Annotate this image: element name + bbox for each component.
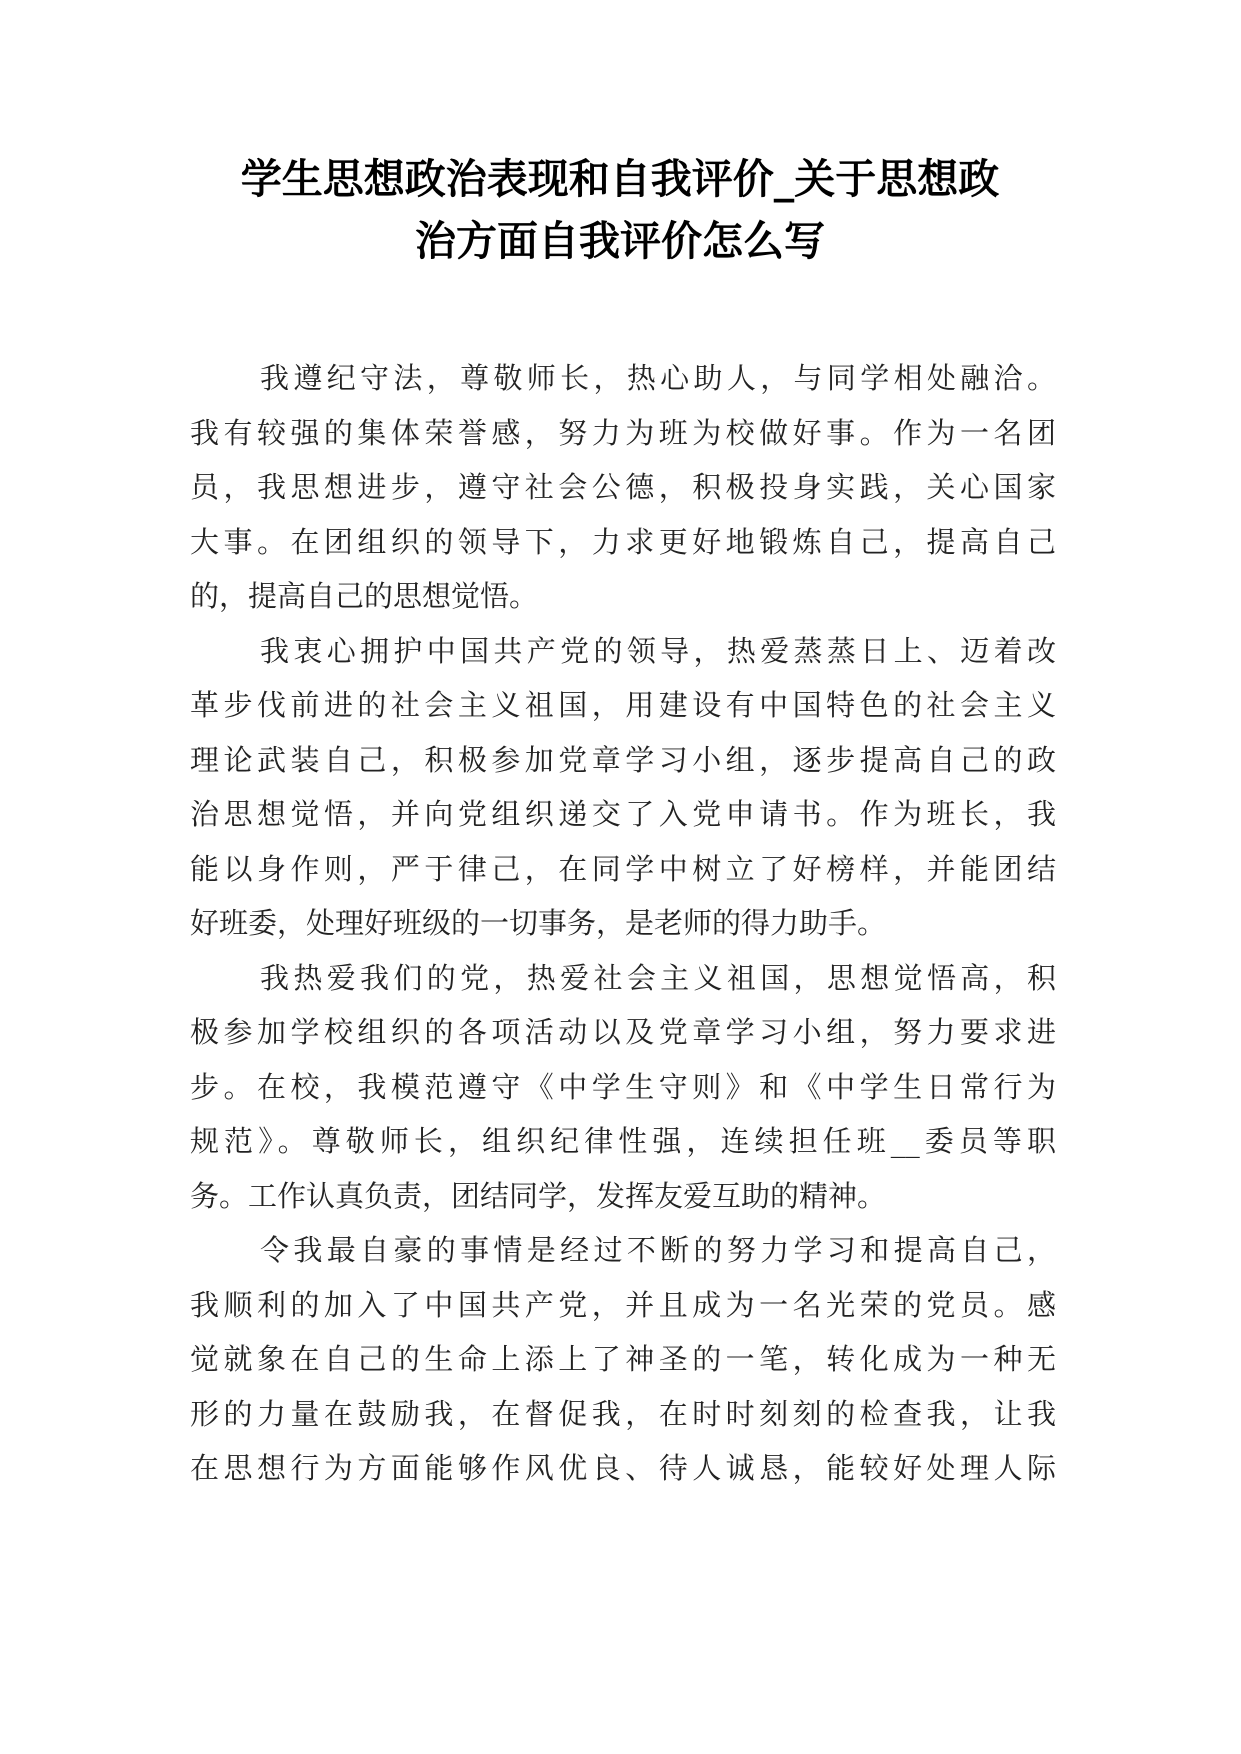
paragraph-line: 我遵纪守法，尊敬师长，热心助人，与同学相处融洽。 (260, 361, 1056, 395)
paragraph-line: 员，我思想进步，遵守社会公德，积极投身实践，关心国家 (190, 470, 1056, 504)
paragraph-line: 好班委，处理好班级的一切事务，是老师的得力助手。 (190, 906, 887, 940)
paragraph-line: 我顺利的加入了中国共产党，并且成为一名光荣的党员。感 (190, 1287, 1056, 1322)
paragraph-line: 革步伐前进的社会主义祖国，用建设有中国特色的社会主义 (190, 688, 1056, 722)
document-title (180, 148, 1060, 272)
paragraph-line: 的，提高自己的思想觉悟。 (190, 579, 539, 613)
paragraph-line: 理论武装自己，积极参加党章学习小组，逐步提高自己的政 (190, 742, 1056, 777)
paragraph-line: 步。在校，我模范遵守《中学生守则》和《中学生日常行为 (190, 1069, 1056, 1104)
paragraph-line: 能以身作则，严于律己，在同学中树立了好榜样，并能团结 (190, 851, 1056, 886)
paragraph-line: 治思想觉悟，并向党组织递交了入党申请书。作为班长，我 (190, 797, 1056, 831)
paragraph-4 (190, 1223, 1056, 1496)
paragraph-line: 规范》。尊敬师长，组织纪律性强，连续担任班__委员等职 (190, 1124, 1056, 1158)
paragraph-line: 令我最自豪的事情是经过不断的努力学习和提高自己， (260, 1233, 1056, 1267)
paragraph-line: 务。工作认真负责，团结同学，发挥友爱互助的精神。 (190, 1178, 887, 1213)
title-line-2: 治方面自我评价怎么写 (415, 217, 825, 265)
paragraph-line: 大事。在团组织的领导下，力求更好地锻炼自己，提高自己 (190, 524, 1056, 559)
paragraph-line: 形的力量在鼓励我，在督促我，在时时刻刻的检查我，让我 (190, 1396, 1056, 1431)
paragraph-line: 在思想行为方面能够作风优良、待人诚恳，能较好处理人际 (190, 1451, 1056, 1485)
paragraph-line: 极参加学校组织的各项活动以及党章学习小组，努力要求进 (190, 1015, 1056, 1049)
paragraph-line: 我衷心拥护中国共产党的领导，热爱蒸蒸日上、迈着改 (260, 633, 1056, 668)
paragraph-3 (190, 951, 1056, 1224)
paragraph-line: 觉就象在自己的生命上添上了神圣的一笔，转化成为一种无 (190, 1342, 1056, 1376)
paragraph-line: 我热爱我们的党，热爱社会主义祖国，思想觉悟高，积 (260, 960, 1056, 995)
paragraph-1 (190, 351, 1056, 624)
paragraph-2 (190, 624, 1056, 951)
document-body (190, 351, 1056, 1496)
title-line-1: 学生思想政治表现和自我评价_关于思想政 (240, 155, 1000, 203)
paragraph-line: 我有较强的集体荣誉感，努力为班为校做好事。作为一名团 (190, 415, 1056, 450)
